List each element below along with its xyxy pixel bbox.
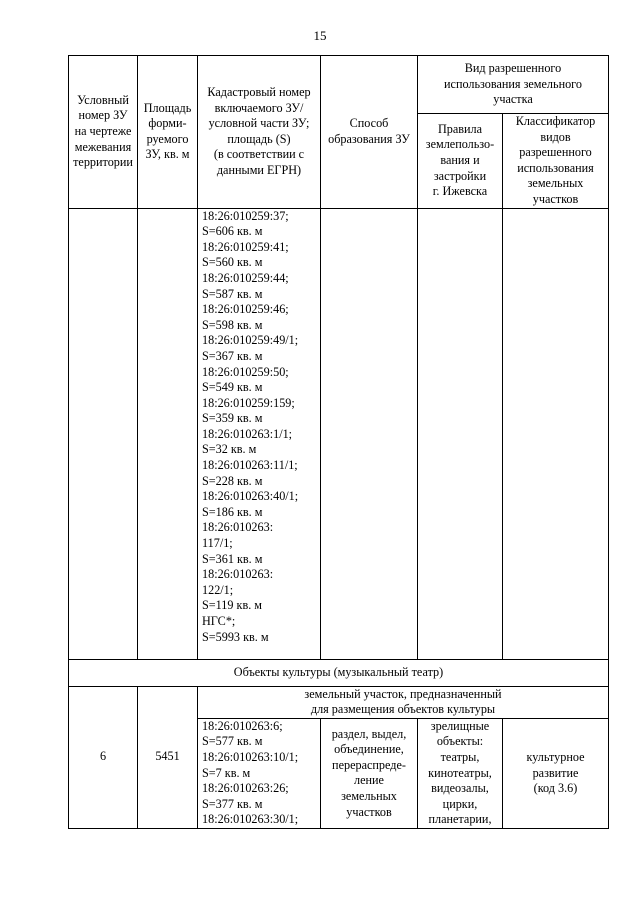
text-line: 18:26:010263: — [202, 520, 274, 535]
text-line: S=598 кв. м — [202, 317, 263, 332]
text-line: Кадастровый номер — [207, 85, 311, 99]
text-line: земельный участок, предназначенный — [304, 686, 502, 701]
text-line: S=7 кв. м — [202, 765, 251, 780]
text-line: S=577 кв. м — [202, 734, 263, 749]
text-line: планетарии, — [428, 812, 492, 827]
text-line: 18:26:010263:1/1; — [202, 426, 293, 441]
text-line: земельных — [341, 788, 397, 803]
text-line: Условный — [77, 92, 129, 107]
continuation-cadastral-list — [198, 208, 321, 659]
text-line: участков — [532, 191, 579, 206]
text-line: для размещения объектов культуры — [310, 702, 496, 717]
text-line: 18:26:010263:26; — [202, 781, 289, 796]
text-line: 18:26:010263:40/1; — [202, 489, 299, 504]
text-line: зрелищные — [430, 718, 490, 733]
text-line: кинотеатры, — [428, 765, 492, 780]
text-line: S=32 кв. м — [202, 442, 257, 457]
text-line: 18:26:010263:10/1; — [202, 749, 299, 764]
text-line: S=359 кв. м — [202, 411, 263, 426]
header-permitted-use — [418, 56, 609, 114]
text-line: S=560 кв. м — [202, 255, 263, 270]
continuation-number-cell — [69, 208, 138, 659]
text-line: межевания — [74, 139, 132, 154]
text-line: S=228 кв. м — [202, 473, 263, 488]
text-line: площадь (S) — [227, 131, 291, 146]
text-line: S=5993 кв. м — [202, 629, 269, 644]
text-line: объединение, — [334, 742, 404, 757]
text-line: включаемого ЗУ/ — [214, 100, 304, 115]
text-line: 18:26:010263: — [202, 567, 274, 582]
row6-area: 5451 — [138, 686, 198, 828]
header-area — [138, 56, 198, 209]
row6-cadastral-list — [198, 718, 321, 828]
text-line: S=606 кв. м — [202, 224, 263, 239]
text-line: видеозалы, — [431, 781, 489, 796]
text-line: Правила — [437, 121, 483, 136]
text-line: 18:26:010259:37; — [202, 208, 289, 223]
text-line: перераспреде- — [332, 757, 406, 772]
text-line: 117/1; — [202, 536, 233, 551]
text-line: цирки, — [442, 796, 478, 811]
text-line: 18:26:010259:49/1; — [202, 333, 299, 348]
text-line: вания и — [440, 152, 480, 167]
text-line: на чертеже — [74, 123, 132, 138]
text-line: форми- — [148, 116, 187, 131]
text-line: 18:26:010259:44; — [202, 270, 289, 285]
row6-rules — [418, 718, 503, 828]
text-line: 18:26:010263:30/1; — [202, 812, 299, 827]
text-line: руемого — [146, 131, 189, 146]
text-line: образования ЗУ — [328, 131, 410, 146]
continuation-rules-cell — [418, 208, 503, 659]
row6-number: 6 — [69, 686, 138, 828]
row6-formation-method — [321, 718, 418, 828]
text-line: номер ЗУ — [78, 108, 128, 123]
continuation-area-cell — [138, 208, 198, 659]
text-line: использования — [517, 160, 594, 175]
text-line: (код 3.6) — [533, 781, 578, 796]
header-conditional-number — [69, 56, 138, 209]
text-line: развитие — [532, 765, 579, 780]
header-rules — [418, 114, 503, 209]
text-line: Площадь — [143, 100, 192, 115]
header-cadastral-number — [198, 56, 321, 209]
land-plots-table — [68, 55, 609, 829]
text-line: культурное — [526, 749, 585, 764]
row6-classifier — [503, 718, 609, 828]
text-line: участка — [493, 92, 533, 107]
text-line: 18:26:010263:6; — [202, 718, 283, 733]
text-line: НГС*; — [202, 614, 236, 628]
text-line: (в соответствии с — [213, 147, 305, 162]
text-line: разрешенного — [519, 145, 592, 160]
text-line: условной части ЗУ; — [208, 116, 310, 131]
text-line: S=361 кв. м — [202, 551, 263, 566]
header-formation-method — [321, 56, 418, 209]
text-line: театры, — [440, 749, 480, 764]
text-line: Способ — [349, 116, 389, 131]
text-line: Вид разрешенного — [464, 61, 562, 76]
text-line: Классификатор — [515, 114, 596, 128]
header-classifier — [503, 114, 609, 209]
text-line: видов — [540, 129, 571, 144]
text-line: S=587 кв. м — [202, 286, 263, 301]
text-line: использования земельного — [444, 76, 582, 91]
text-line: земельных — [527, 176, 584, 191]
text-line: данными ЕГРН) — [216, 162, 302, 177]
text-line: 122/1; — [202, 582, 234, 597]
text-line: 18:26:010263:11/1; — [202, 458, 298, 473]
text-line: S=119 кв. м — [202, 598, 263, 613]
text-line: S=367 кв. м — [202, 348, 263, 363]
text-line: 18:26:010259:159; — [202, 395, 295, 410]
text-line: S=377 кв. м — [202, 796, 263, 811]
continuation-classifier-cell — [503, 208, 609, 659]
text-line: S=549 кв. м — [202, 380, 263, 395]
continuation-method-cell — [321, 208, 418, 659]
text-line: ЗУ, кв. м — [145, 147, 190, 162]
text-line: 18:26:010259:41; — [202, 239, 289, 254]
text-line: S=186 кв. м — [202, 504, 263, 519]
text-line: участков — [346, 804, 392, 819]
page-number: 15 — [313, 28, 327, 43]
text-line: объекты: — [436, 734, 484, 749]
text-line: ление — [354, 773, 384, 788]
text-line: землепользо- — [425, 137, 495, 152]
text-line: раздел, выдел, — [331, 726, 407, 741]
text-line: 18:26:010259:46; — [202, 302, 289, 317]
text-line: 18:26:010259:50; — [202, 364, 289, 379]
text-line: г. Ижевска — [432, 184, 488, 199]
text-line: застройки — [433, 168, 487, 183]
section-title: Объекты культуры (музыкальный театр) — [69, 659, 609, 686]
text-line: территории — [73, 155, 133, 170]
row6-purpose — [198, 686, 609, 718]
